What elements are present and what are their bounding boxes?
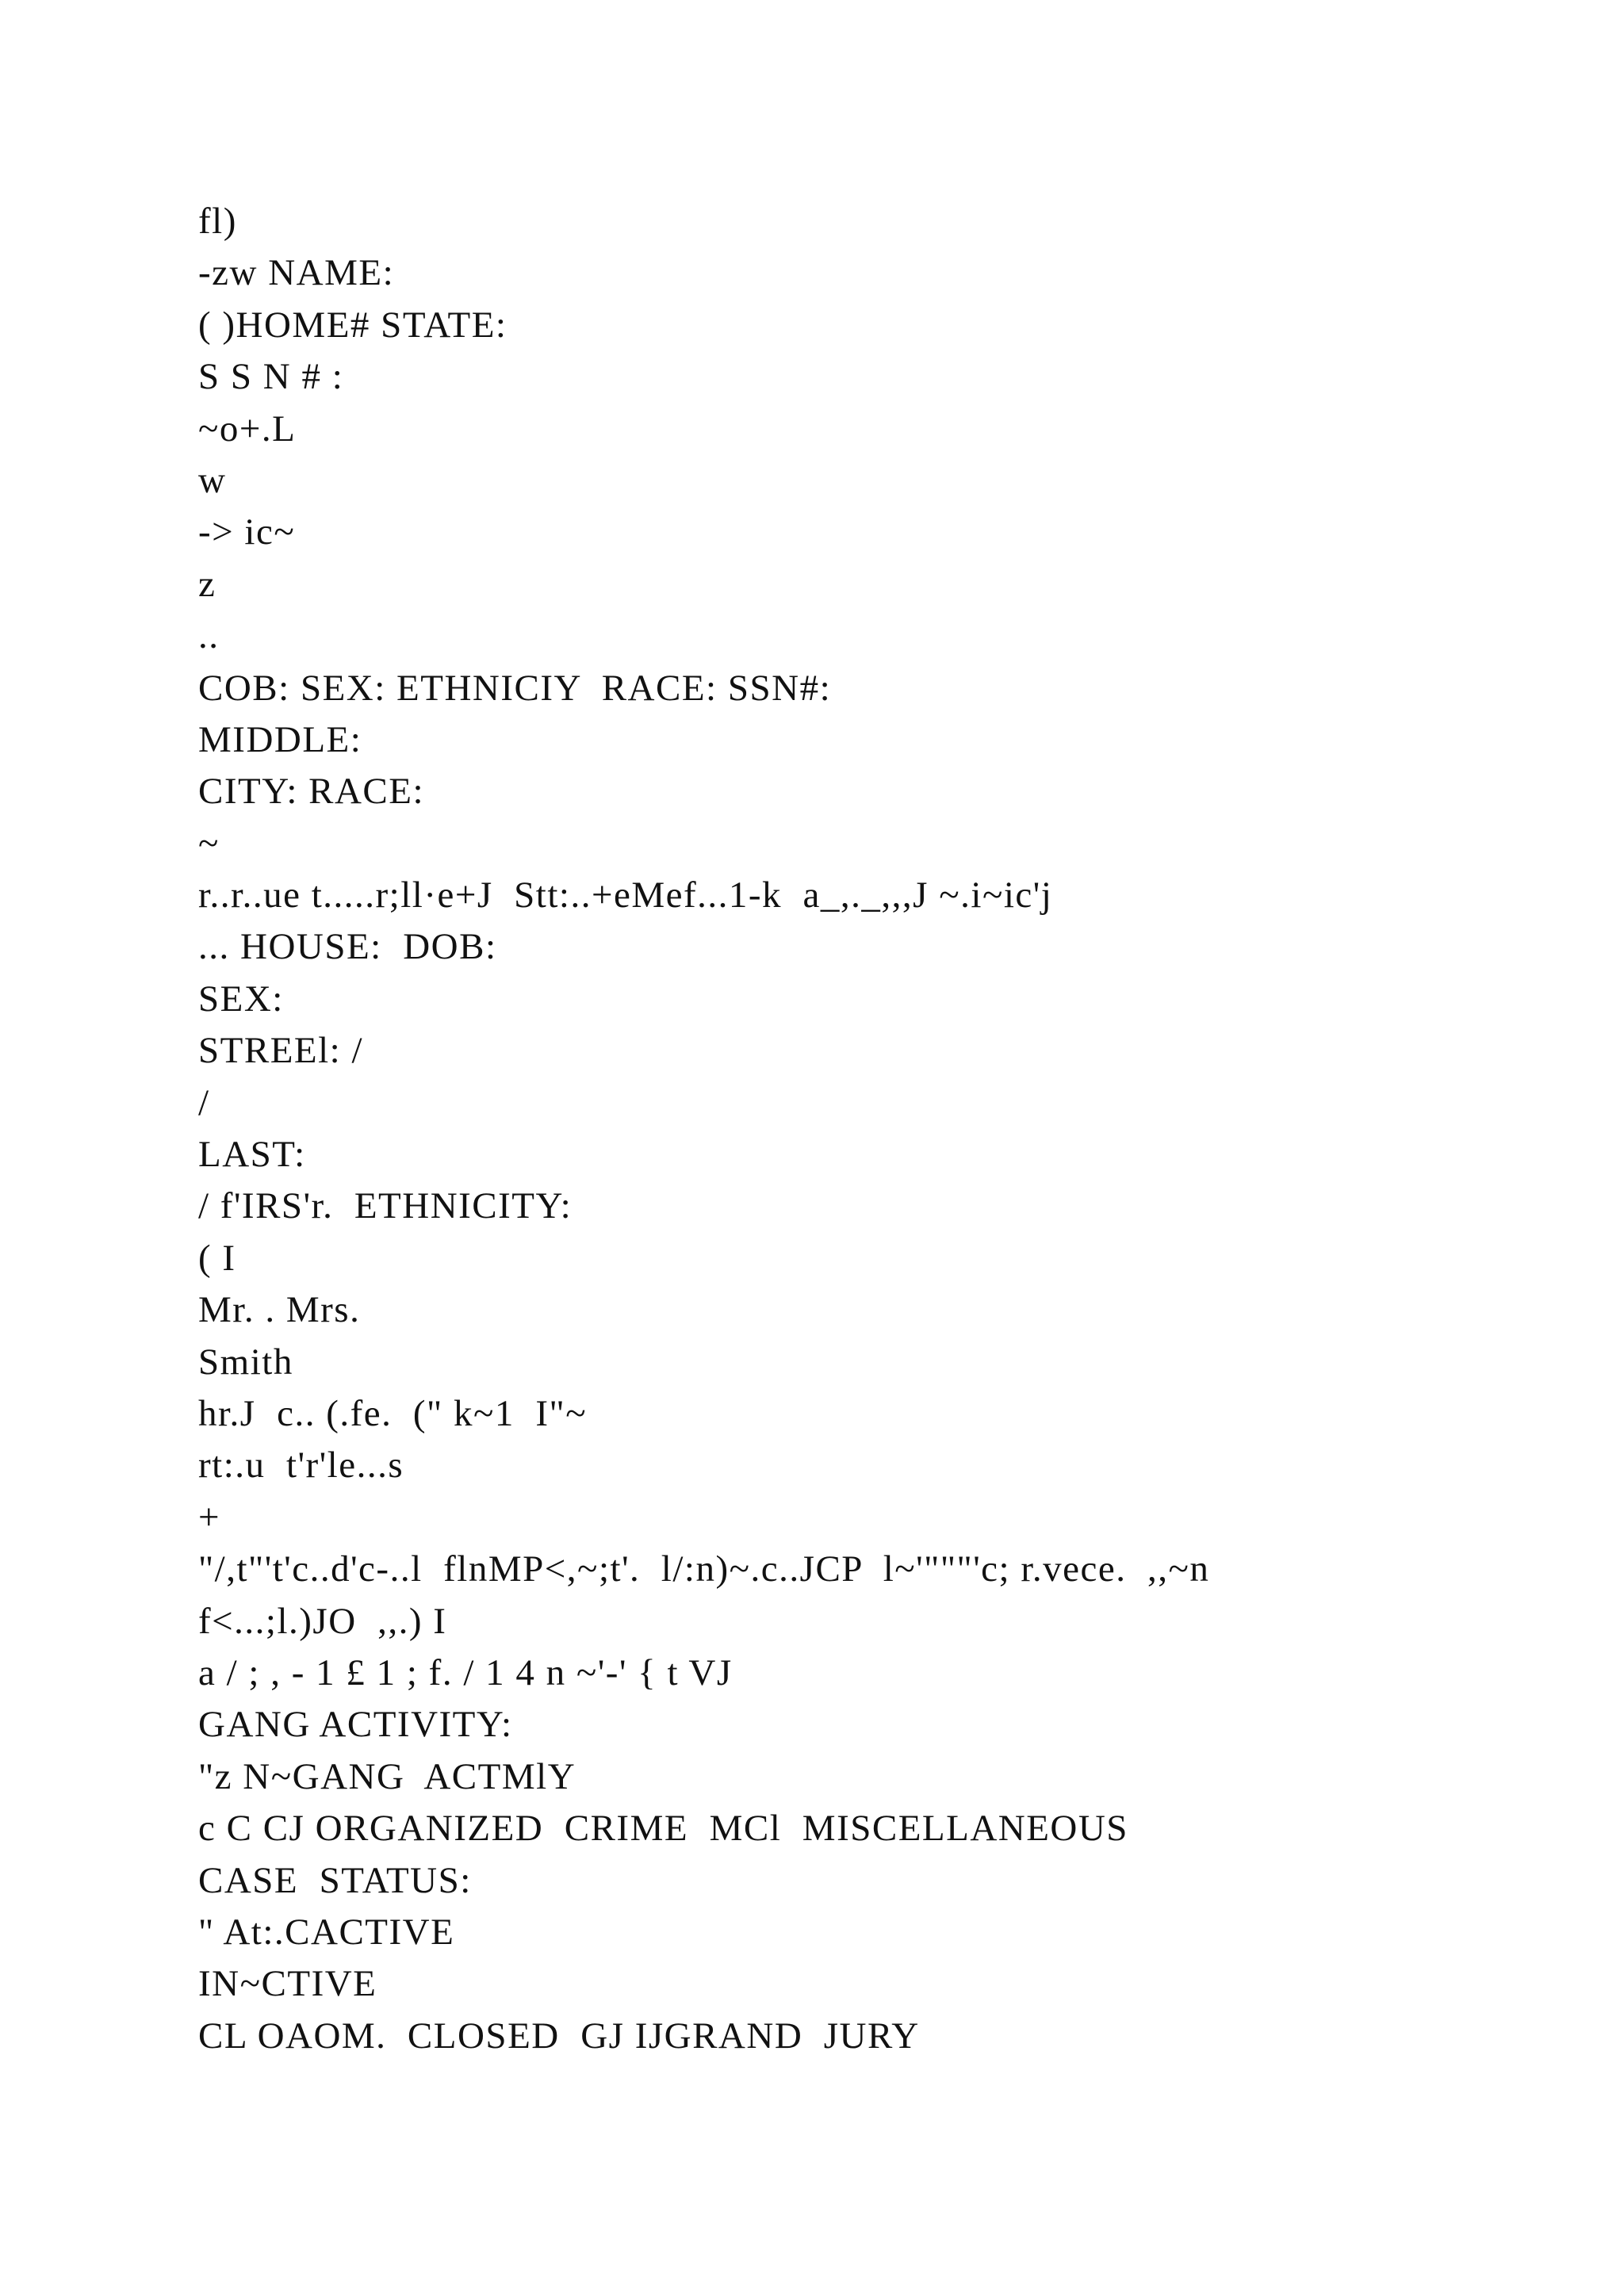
text-line: a / ; , - 1 £ 1 ; f. / 1 4 n ~'-' { t VJ	[198, 1651, 733, 1693]
text-line: Smith	[198, 1341, 293, 1383]
text-line: /	[198, 1081, 210, 1123]
text-line: CL OAOM. CLOSED GJ IJGRAND JURY	[198, 2015, 920, 2057]
text-line: S S N # :	[198, 356, 344, 398]
text-line: ... HOUSE: DOB:	[198, 926, 497, 968]
text-line: ( I	[198, 1237, 236, 1279]
text-line: z	[198, 563, 216, 605]
text-line: Mr. . Mrs.	[198, 1289, 361, 1331]
text-line: CITY: RACE:	[198, 771, 425, 813]
text-line: CASE STATUS:	[198, 1859, 472, 1901]
text-line: ~o+.L	[198, 408, 297, 450]
text-line: IN~CTIVE	[198, 1963, 377, 2005]
text-line: ( )HOME# STATE:	[198, 304, 508, 346]
text-line: " At:.CACTIVE	[198, 1911, 455, 1953]
text-line: / f'IRS'r. ETHNICITY:	[198, 1185, 573, 1227]
text-line: ~	[198, 822, 220, 864]
text-line: hr.J c.. (.fe. (" k~1 I"~	[198, 1392, 588, 1434]
text-line: fl)	[198, 201, 237, 242]
text-line: rt:.u t'r'le...s	[198, 1445, 404, 1487]
text-line: LAST:	[198, 1134, 306, 1176]
text-line: -> ic~	[198, 511, 296, 553]
form-text-block	[198, 196, 1546, 2062]
text-line: +	[198, 1496, 221, 1538]
text-line: STREEl: /	[198, 1030, 364, 1072]
text-line: SEX:	[198, 978, 284, 1020]
text-line: COB: SEX: ETHNICIY RACE: SSN#:	[198, 667, 832, 709]
text-line: "z N~GANG ACTMlY	[198, 1755, 576, 1797]
text-line: "/,t"'t'c..d'c-..l flnMP<,~;t'. l/:n)~.c..JCP l~'"""'c; r.vece. ,,~n	[198, 1548, 1210, 1590]
text-line: w	[198, 459, 227, 501]
text-line: -zw NAME:	[198, 252, 395, 294]
text-line: GANG ACTIVITY:	[198, 1704, 513, 1746]
text-line: c C CJ ORGANIZED CRIME MCl MISCELLANEOUS	[198, 1808, 1128, 1850]
text-line: r..r..ue t.....r;ll·e+J Stt:..+eMef...1-k a_,._,,,J ~.i~ic'j	[198, 874, 1053, 916]
text-line: MIDDLE:	[198, 718, 362, 760]
text-line: f<...;l.)JO ,,.) I	[198, 1600, 447, 1642]
text-line: ..	[198, 615, 220, 657]
